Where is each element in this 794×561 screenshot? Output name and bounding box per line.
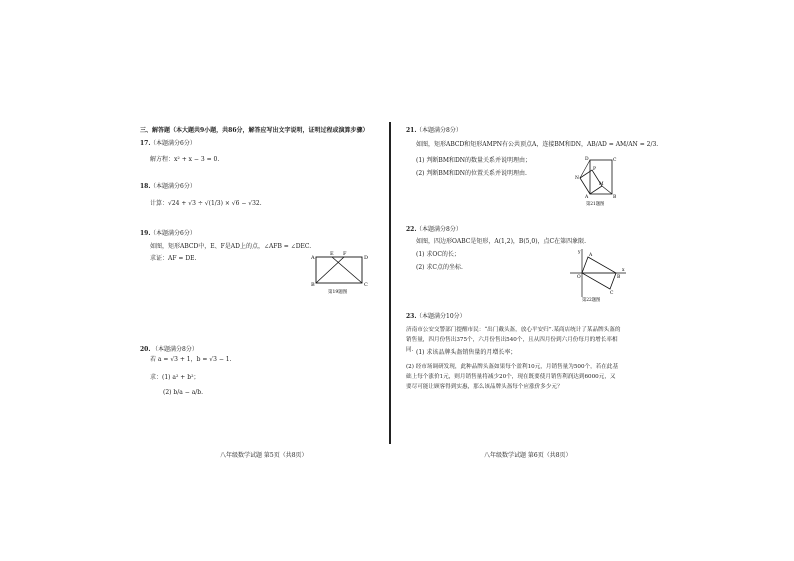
q22-label-c: C bbox=[610, 291, 614, 296]
q22-figure bbox=[568, 245, 628, 303]
q21-label-m: M bbox=[599, 182, 604, 187]
q19-label-c: C bbox=[364, 282, 368, 288]
q22-number: 22. bbox=[406, 226, 417, 233]
q21-rect-abcd bbox=[590, 160, 612, 194]
q22-label-x: x bbox=[622, 268, 625, 273]
left-page-footer: 八年级数学试题 第5页（共8页） bbox=[220, 452, 308, 459]
q19-text-2: 求证：AF = DE. bbox=[150, 255, 197, 262]
q19-score: （本题满分6分） bbox=[150, 230, 196, 237]
right-page-footer: 八年级数学试题 第6页（共8页） bbox=[484, 452, 572, 459]
q20-score: （本题满分8分） bbox=[152, 346, 198, 353]
q21-label-d: D bbox=[585, 157, 589, 162]
q21-text-1: 如图，矩形ABCD和矩形AMPN有公共顶点A，连接BM和DN，AB/AD = AM/AN = 2/3. bbox=[416, 141, 659, 148]
q17-score: （本题满分6分） bbox=[150, 140, 196, 147]
q21-segment-dn bbox=[602, 186, 612, 194]
q22-text-1: 如图，四边形OABC是矩形，A(1,2)，B(5,0)，点C在第四象限. bbox=[416, 238, 587, 245]
q21-segment-bm bbox=[580, 160, 590, 178]
right-exam-page bbox=[392, 0, 794, 561]
q21-caption: 第21题图 bbox=[586, 202, 605, 207]
q19-label-f: F bbox=[343, 251, 347, 257]
q18-text: 计算：√24 + √3 ÷ √(1/3) × √6 − √32. bbox=[150, 200, 262, 207]
q19-segment-bf bbox=[316, 257, 344, 283]
q23-number: 23. bbox=[406, 313, 417, 320]
q22-score: （本题满分8分） bbox=[416, 226, 462, 233]
q23-paragraph-2: (2) 经市场调研发现，此种品牌头盔如果每个盈利10元，月销售量为500个，若在此基础上每个涨价1元，则月销售量将减少20个，现在既要使月销售利润达到6000元，又要尽可能让顾客得到实惠，那么该品牌头盔每个应涨价多少元？ bbox=[406, 364, 619, 390]
q21-label-n: N bbox=[575, 176, 579, 181]
q17-number: 17. bbox=[140, 140, 151, 147]
q17-text: 解方程：x² + x − 3 = 0. bbox=[150, 156, 220, 163]
q20-text-2: 求：(1) a² + b²； bbox=[150, 374, 200, 381]
q21-label-p: P bbox=[593, 167, 597, 172]
q21-score: （本题满分8分） bbox=[416, 127, 462, 134]
q20-number: 20. bbox=[140, 346, 151, 353]
q21-number: 21. bbox=[406, 127, 417, 134]
q22-text-3: (2) 求C点的坐标. bbox=[416, 264, 463, 271]
q18-score: （本题满分6分） bbox=[150, 183, 196, 190]
q19-label-a: A bbox=[311, 255, 315, 261]
q22-caption: 第22题图 bbox=[582, 298, 601, 303]
q23-paragraph-1: 济南市公安交警部门提醒市民：“出门戴头盔，放心平安归”.某商店统计了某品牌头盔的销售量，四月份售出375个，六月份售出540个，且从四月份到六月份每月的增长率相同. bbox=[406, 327, 621, 353]
q19-figure bbox=[308, 250, 372, 296]
q19-rectangle bbox=[316, 257, 362, 283]
q18-number: 18. bbox=[140, 183, 151, 190]
left-exam-page bbox=[0, 0, 390, 561]
q19-text-1: 如图，矩形ABCD中，E、F是AD上的点，∠AFB = ∠DEC. bbox=[150, 243, 312, 250]
q21-label-c: C bbox=[613, 158, 617, 163]
q19-diagram bbox=[308, 250, 372, 296]
q22-diagram bbox=[568, 245, 628, 303]
q20-text-1: 若 a = √3 + 1，b = √3 − 1. bbox=[150, 356, 232, 363]
q21-diagram bbox=[572, 152, 624, 208]
q19-number: 19. bbox=[140, 230, 151, 237]
q20-text-3: (2) b/a − a/b. bbox=[163, 389, 204, 396]
q22-text-2: (1) 求OC的长； bbox=[416, 251, 460, 258]
q19-label-d: D bbox=[364, 255, 369, 261]
page-divider bbox=[389, 122, 391, 444]
q22-label-b: B bbox=[617, 275, 621, 280]
q22-label-a: A bbox=[589, 253, 593, 258]
q22-label-o: O bbox=[577, 275, 581, 280]
q23-score: （本题满分10分） bbox=[416, 313, 466, 320]
q23-question-1: (1) 求该品牌头盔销售量的月增长率； bbox=[416, 349, 517, 356]
q21-figure bbox=[572, 152, 624, 208]
q21-text-3: (2) 判断BM和DN的位置关系并说明理由. bbox=[416, 170, 527, 177]
section-title: 三、解答题（本大题共9小题，共86分，解答应写出文字说明，证明过程或演算步骤） bbox=[140, 127, 369, 134]
q21-text-2: (1) 判断BM和DN的数量关系并说明理由； bbox=[416, 157, 532, 164]
q21-label-b: B bbox=[613, 195, 617, 200]
q21-label-a: A bbox=[585, 195, 589, 200]
q19-caption: 第19题图 bbox=[328, 290, 348, 295]
q19-label-e: E bbox=[330, 251, 334, 257]
q22-label-y: y bbox=[578, 250, 581, 255]
q19-label-b: B bbox=[311, 282, 315, 288]
q19-segment-ce bbox=[332, 257, 362, 283]
